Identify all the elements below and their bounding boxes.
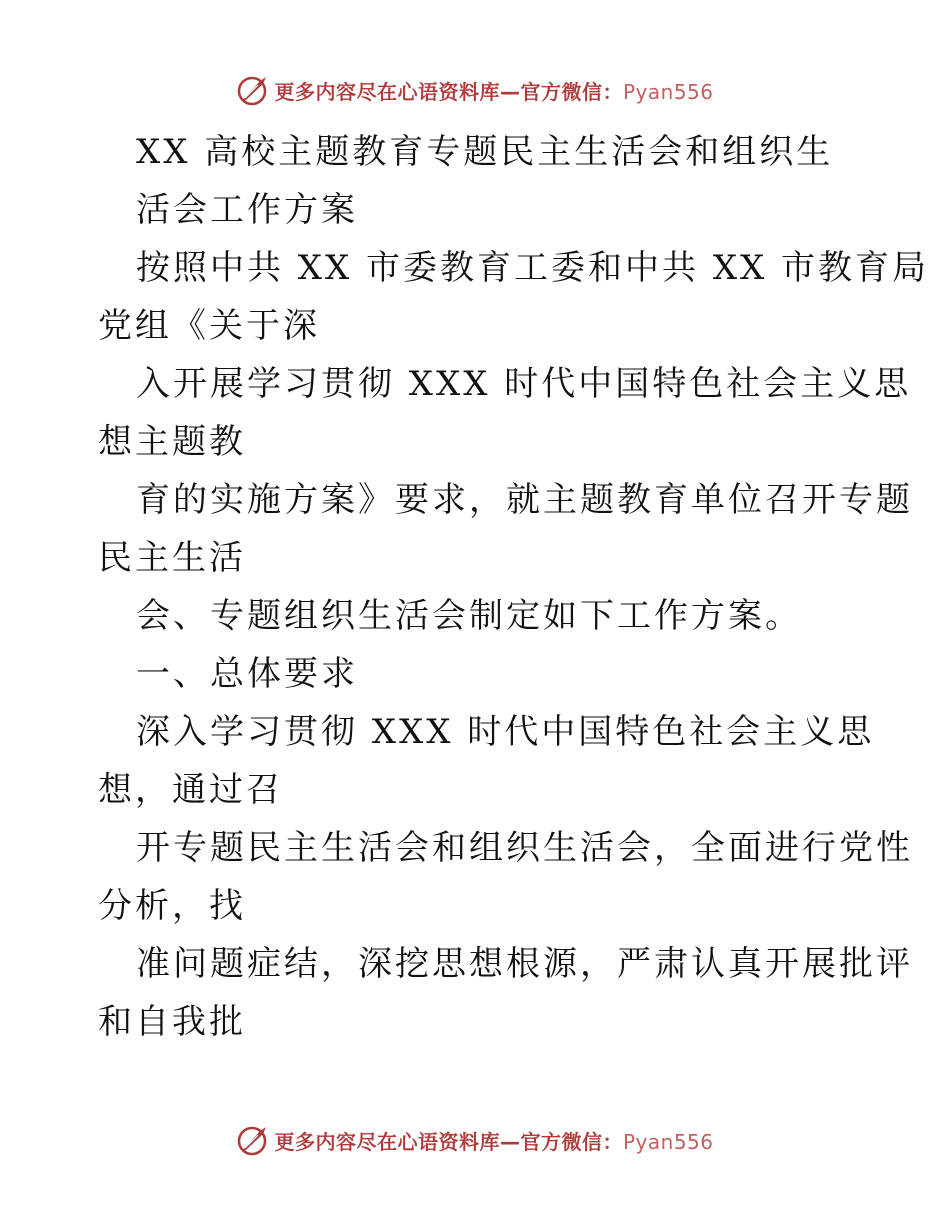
doc-paragraph-line: 准问题症结，深挖思想根源，严肃认真开展批评	[136, 944, 913, 984]
doc-paragraph-line: 想，通过召	[98, 770, 283, 810]
feather-pen-logo-icon	[236, 73, 270, 107]
header-banner	[0, 70, 950, 110]
banner-label: 更多内容尽在心语资料库—官方微信：	[274, 79, 623, 104]
doc-paragraph-line: 和自我批	[98, 1002, 246, 1042]
doc-paragraph-line: 分析，找	[98, 886, 246, 926]
banner-wechat-handle: Pyan556	[622, 1129, 714, 1154]
doc-paragraph-line: 民主生活	[98, 538, 246, 578]
doc-paragraph-line: 开专题民主生活会和组织生活会，全面进行党性	[136, 828, 913, 868]
banner-wechat-handle: Pyan556	[622, 79, 714, 104]
doc-paragraph-line: 会、专题组织生活会制定如下工作方案。	[136, 596, 802, 636]
doc-title-line-1: XX 高校主题教育专题民主生活会和组织生	[136, 132, 834, 172]
doc-paragraph-line: 党组《关于深	[98, 306, 320, 346]
banner-text	[274, 1126, 713, 1155]
footer-banner	[0, 1120, 950, 1160]
doc-paragraph-line: 深入学习贯彻 XXX 时代中国特色社会主义思	[136, 712, 875, 752]
doc-title-line-2: 活会工作方案	[136, 190, 358, 230]
doc-paragraph-line: 按照中共 XX 市委教育工委和中共 XX 市教育局	[136, 248, 930, 288]
banner-label: 更多内容尽在心语资料库—官方微信：	[274, 1129, 623, 1154]
section-heading: 一、总体要求	[136, 654, 358, 694]
feather-pen-logo-icon	[236, 1123, 270, 1157]
doc-paragraph-line: 想主题教	[98, 422, 246, 462]
banner-text	[274, 76, 713, 105]
doc-paragraph-line: 入开展学习贯彻 XXX 时代中国特色社会主义思	[136, 364, 912, 404]
doc-paragraph-line: 育的实施方案》要求，就主题教育单位召开专题	[136, 480, 913, 520]
